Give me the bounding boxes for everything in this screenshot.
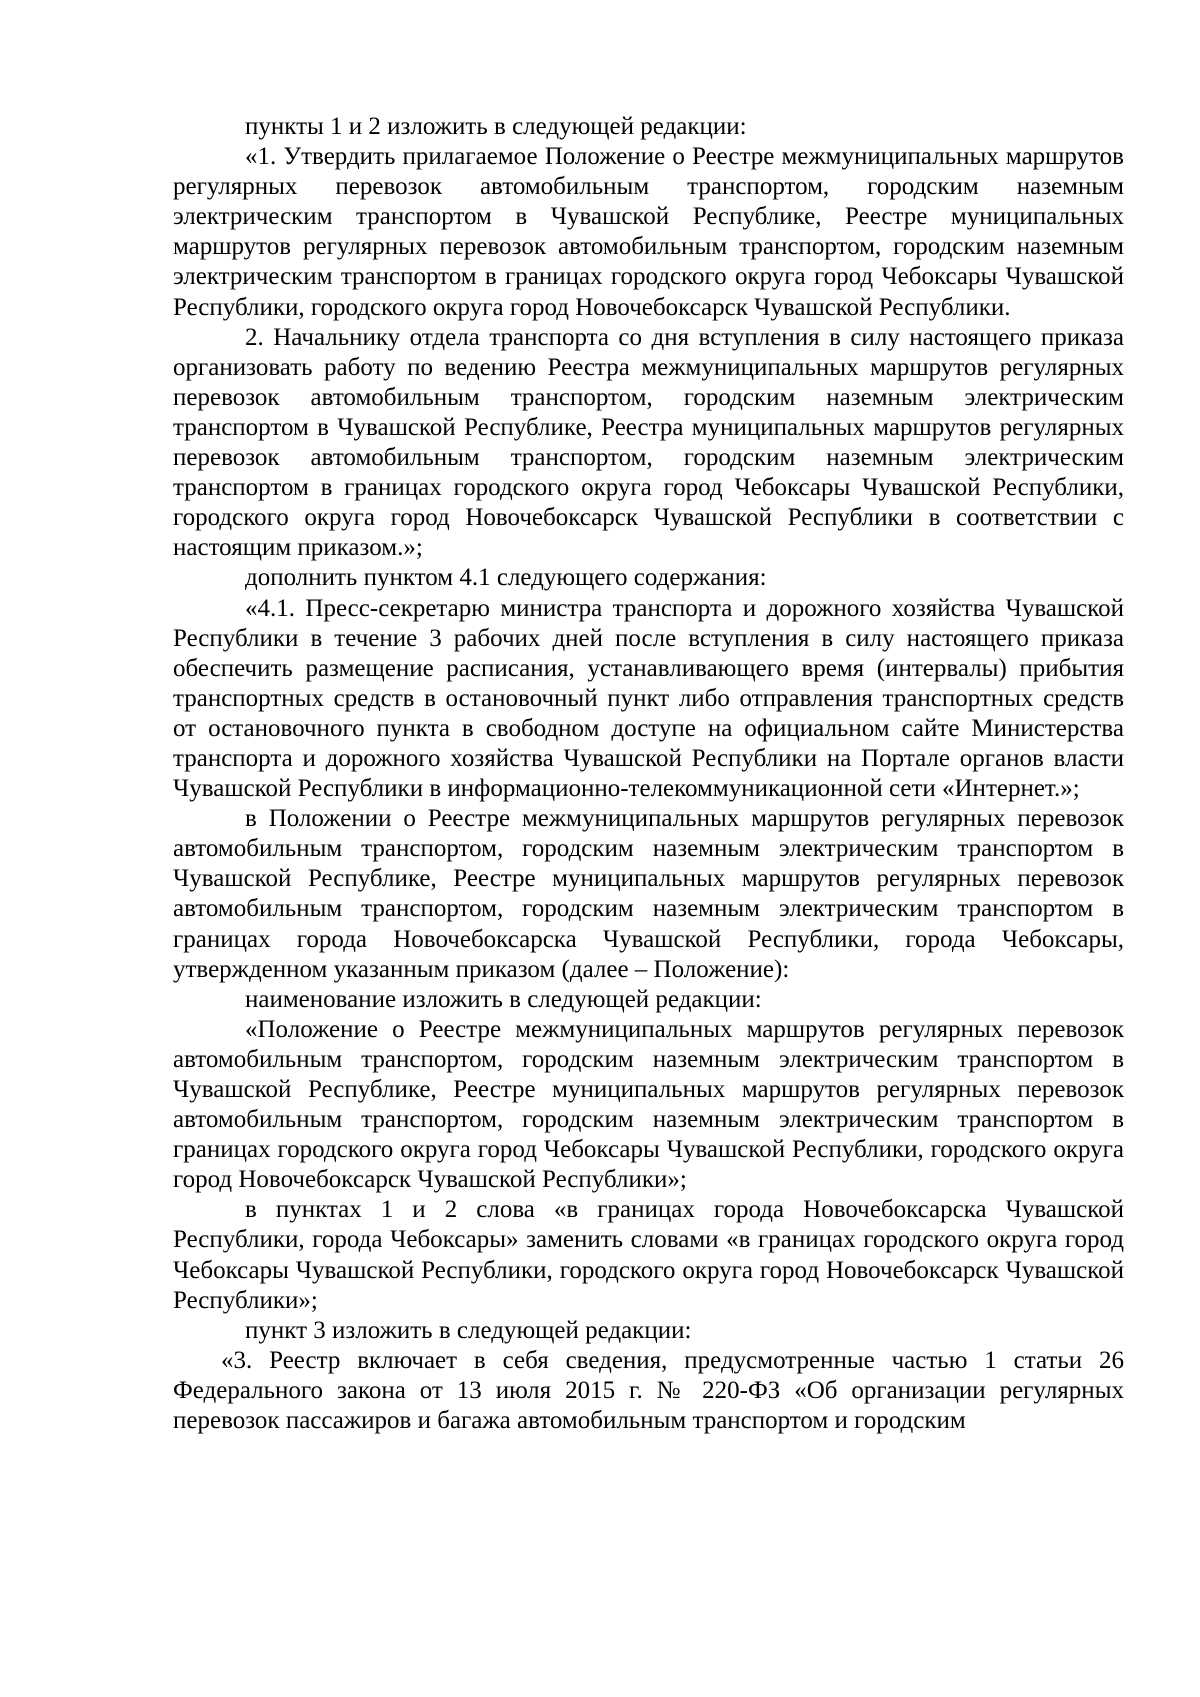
paragraph-points-1-2-intro: пункты 1 и 2 изложить в следующей редакции: (245, 113, 747, 140)
paragraph-words-replacement: в пунктах 1 и 2 слова «в границах города Новочебоксарска Чувашской Республики, города Чебоксары» заменить словами «в границах городского округа город Чебоксары Чувашской Республики, городского округа город Новочебоксарск Чувашской Республики»; (173, 1196, 1124, 1314)
paragraph-regulation-amendment: в Положении о Реестре межмуниципальных маршрутов регулярных перевозок автомобильным транспортом, городским наземным электрическим транспортом в Чувашской Республике, Реестре муниципальных маршрутов регулярных перевозок автомобильным транспортом, городским наземным электрическим транспортом в границах города Новочебоксарска Чувашской Республики, города Чебоксары, утвержденном указанным приказом (далее – Положение): (173, 805, 1124, 983)
paragraph-point-3-intro: пункт 3 изложить в следующей редакции: (245, 1316, 692, 1344)
paragraph-new-title: «Положение о Реестре межмуниципальных маршрутов регулярных перевозок автомобильным транспортом, городским наземным электрическим транспортом в Чувашской Республике, Реестре муниципальных маршрутов регулярных перевозок автомобильным транспортом, городским наземным электрическим транспортом в границах городского округа город Чебоксары Чувашской Республики, городского округа город Новочебоксарск Чувашской Республики»; (173, 1015, 1124, 1194)
paragraph-point-2: 2. Начальнику отдела транспорта со дня вступления в силу настоящего приказа организовать работу по ведению Реестра межмуниципальных маршрутов регулярных перевозок автомобильным транспортом, городским наземным электрическим транспортом в Чувашской Республике, Реестра муниципальных маршрутов регулярных перевозок автомобильным транспортом, городским наземным электрическим транспортом в границах городского округа город Чебоксары Чувашской Республики, городского округа город Новочебоксарск Чувашской Республики в соответствии с настоящим приказом.»; (173, 323, 1124, 562)
paragraph-title-change-intro: наименование изложить в следующей редакции: (245, 985, 762, 1013)
paragraph-add-point-4-1: дополнить пунктом 4.1 следующего содержания: (245, 564, 767, 592)
paragraph-point-4-1: «4.1. Пресс-секретарю министра транспорта и дорожного хозяйства Чувашской Республики в течение 3 рабочих дней после вступления в силу настоящего приказа обеспечить размещение расписания, устанавливающего время (интервалы) прибытия транспортных средств в остановочный пункт либо отправления транспортных средств от остановочного пункта в свободном доступе на официальном сайте Министерства транспорта и дорожного хозяйства Чувашской Республики на Портале органов власти Чувашской Республики в информационно-телекоммуникационной сети «Интернет.»; (173, 594, 1124, 803)
document-body (173, 112, 1124, 1436)
paragraph-point-3: «3. Реестр включает в себя сведения, предусмотренные частью 1 статьи 26 Федерального закона от 13 июля 2015 г. № 220-ФЗ «Об организации регулярных перевозок пассажиров и багажа автомобильным транспортом и городским (173, 1346, 1124, 1435)
paragraph-point-1: «1. Утвердить прилагаемое Положение о Реестре межмуниципальных маршрутов регулярных перевозок автомобильным транспортом, городским наземным электрическим транспортом в Чувашской Республике, Реестре муниципальных маршрутов регулярных перевозок автомобильным транспортом, городским наземным электрическим транспортом в границах городского округа город Чебоксары Чувашской Республики, городского округа город Новочебоксарск Чувашской Республики. (173, 143, 1124, 321)
